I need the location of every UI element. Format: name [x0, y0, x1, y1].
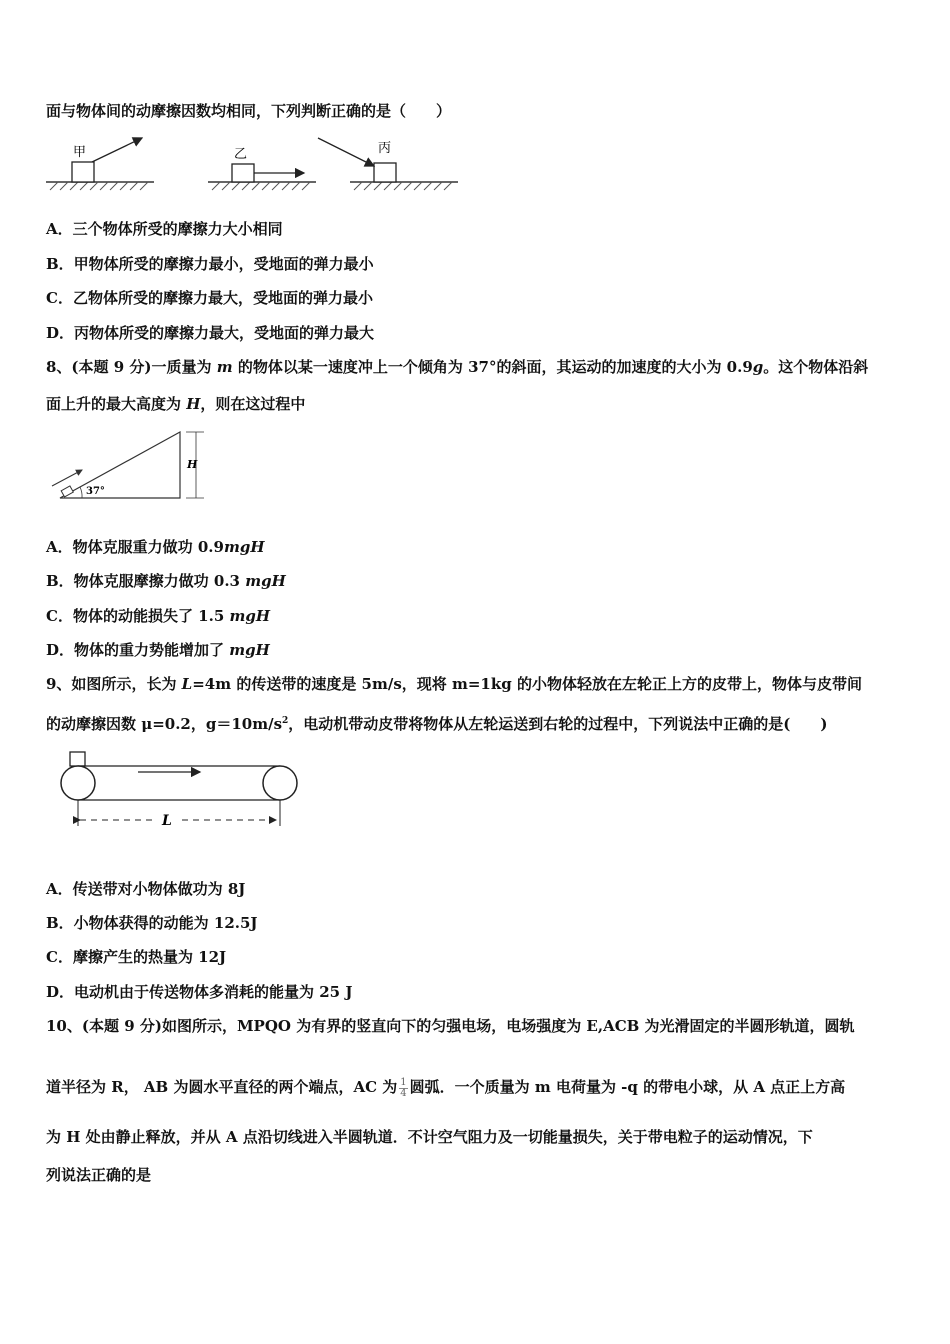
q8-option-a: A．物体克服重力做功 0.9mgH [46, 538, 265, 556]
q7-option-d: D．丙物体所受的摩擦力最大，受地面的弹力最大 [46, 324, 375, 342]
q8-stem-line1: 8、(本题 9 分)一质量为 m 的物体以某一速度冲上一个倾角为 37°的斜面，其运动的加速度的大小为 0.9g。这个物体沿斜 [46, 358, 869, 376]
figure-yi [208, 147, 316, 190]
q9-option-d: D．电动机由于传送物体多消耗的能量为 25 J [46, 983, 353, 1001]
q8-incline-figure [48, 428, 208, 504]
q7-option-c: C．乙物体所受的摩擦力最大，受地面的弹力最小 [46, 289, 373, 307]
q10-stem-line2: 道半径为 R， AB 为圆水平直径的两个端点，AC 为 $\frac{1}{4}$ 圆弧．一个质量为 m 电荷量为 -q 的带电小球，从 A 点正上方高 [46, 1076, 846, 1099]
q8-option-d: D．物体的重力势能增加了 mgH [46, 641, 270, 659]
q8-option-c: C．物体的动能损失了 1.5 mgH [46, 607, 271, 625]
height-label: H [187, 458, 198, 471]
q9-stem-line2: 的动摩擦因数 μ=0.2，$g=10m/s^2$，电动机带动皮带将物体从左轮运送到右轮的过程中，下列说法中正确的是( ) [46, 715, 828, 733]
angle-label: 37° [86, 486, 105, 497]
label-bing: 丙 [378, 141, 392, 156]
q7-figure [44, 132, 464, 200]
q9-option-c: C．摩擦产生的热量为 12J [46, 948, 227, 966]
q7-option-b: B．甲物体所受的摩擦力最小，受地面的弹力最小 [46, 255, 374, 273]
q8-option-b: B．物体克服摩擦力做功 0.3 mgH [46, 572, 286, 590]
length-label: L [162, 813, 172, 829]
q7-stem-tail: 面与物体间的动摩擦因数均相同，下列判断正确的是（ ） [46, 102, 452, 120]
q9-option-b: B．小物体获得的动能为 12.5J [46, 914, 258, 932]
label-jia: 甲 [73, 145, 87, 160]
fraction-one-quarter: $\frac{1}{4}$ [400, 1076, 407, 1099]
q9-stem-line1: 9、如图所示，长为 L=4m 的传送带的速度是 5m/s，现将 m=1kg 的小物体轻放在左轮正上方的皮带上，物体与皮带间 [46, 675, 862, 693]
q9-option-a: A．传送带对小物体做功为 8J [46, 880, 246, 898]
q10-stem-line3: 为 H 处由静止释放，并从 A 点沿切线进入半圆轨道．不计空气阻力及一切能量损失，关于带电粒子的运动情况，下 [46, 1128, 813, 1146]
q9-conveyor-figure [58, 750, 303, 832]
q7-option-a: A．三个物体所受的摩擦力大小相同 [46, 220, 283, 238]
q10-stem-line1: 10、(本题 9 分)如图所示，MPQO 为有界的竖直向下的匀强电场，电场强度为 E,ACB 为光滑固定的半圆形轨道，圆轨 [46, 1017, 855, 1035]
label-yi: 乙 [234, 147, 248, 162]
q8-stem-line2: 面上升的最大高度为 H，则在这过程中 [46, 395, 306, 413]
figure-jia [46, 138, 154, 190]
figure-bing [318, 138, 458, 190]
q10-stem-line4: 列说法正确的是 [46, 1166, 152, 1184]
